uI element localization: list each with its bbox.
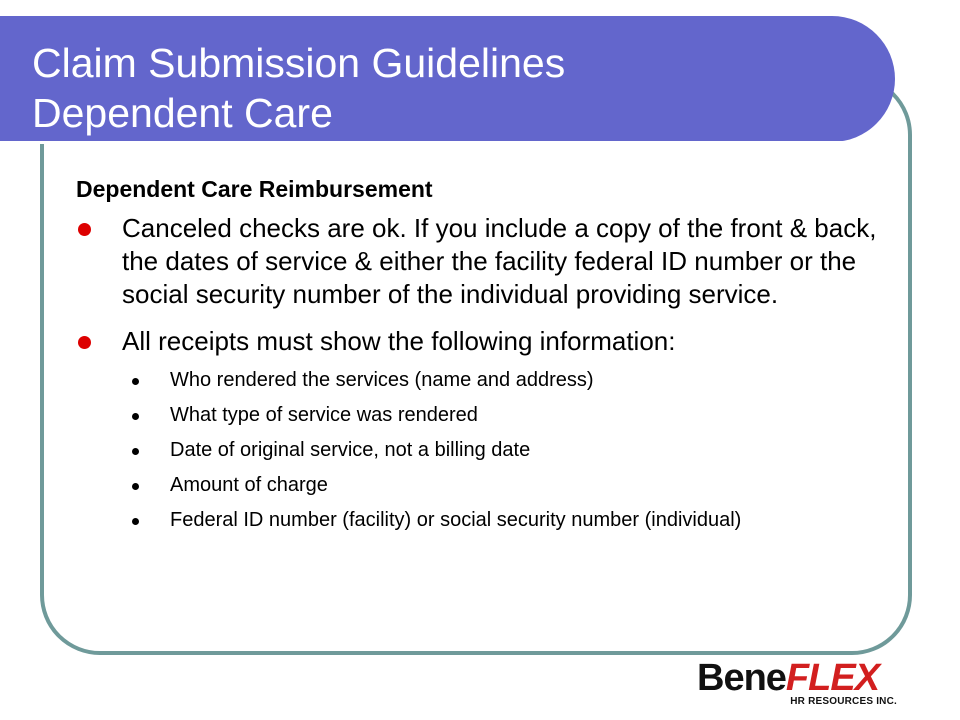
- sub-bullet-dot-icon: [132, 378, 139, 385]
- sub-bullet-text: Who rendered the services (name and address): [170, 369, 594, 391]
- bullet-text: Canceled checks are ok. If you include a copy of the front & back, the dates of service & either the facility federal ID number or the social security number of the individual providing service.: [122, 213, 877, 309]
- sub-bullet-item: [76, 368, 896, 393]
- slide-title: [32, 38, 565, 138]
- sub-bullet-text: Date of original service, not a billing date: [170, 439, 531, 461]
- logo-subtitle: HR RESOURCES INC.: [790, 696, 897, 707]
- bullet-dot-icon: [78, 336, 91, 349]
- bullet-text: All receipts must show the following information:: [122, 326, 676, 356]
- beneflex-logo: [697, 658, 907, 708]
- sub-bullet-item: [76, 403, 896, 428]
- logo-bene: Bene: [697, 657, 786, 699]
- sub-bullet-dot-icon: [132, 518, 139, 525]
- sub-bullet-dot-icon: [132, 413, 139, 420]
- sub-bullet-dot-icon: [132, 448, 139, 455]
- sub-bullet-list: [76, 368, 896, 533]
- bullet-item: [76, 325, 896, 358]
- logo-wordmark: [697, 658, 907, 698]
- sub-bullet-item: [76, 438, 896, 463]
- bullet-dot-icon: [78, 223, 91, 236]
- sub-bullet-text: What type of service was rendered: [170, 404, 478, 426]
- sub-bullet-text: Amount of charge: [170, 474, 328, 496]
- bullet-list: [76, 212, 896, 358]
- title-underline: [0, 141, 848, 144]
- logo-flex: FLEX: [785, 657, 880, 699]
- sub-bullet-item: [76, 508, 896, 533]
- sub-bullet-text: Federal ID number (facility) or social security number (individual): [170, 509, 742, 531]
- sub-bullet-dot-icon: [132, 483, 139, 490]
- bullet-item: [76, 212, 896, 311]
- title-line-2: Dependent Care: [32, 90, 333, 136]
- title-line-1: Claim Submission Guidelines: [32, 40, 566, 86]
- sub-bullet-item: [76, 473, 896, 498]
- slide-content: [76, 174, 896, 543]
- section-heading: Dependent Care Reimbursement: [76, 176, 433, 202]
- title-bar: [0, 16, 895, 142]
